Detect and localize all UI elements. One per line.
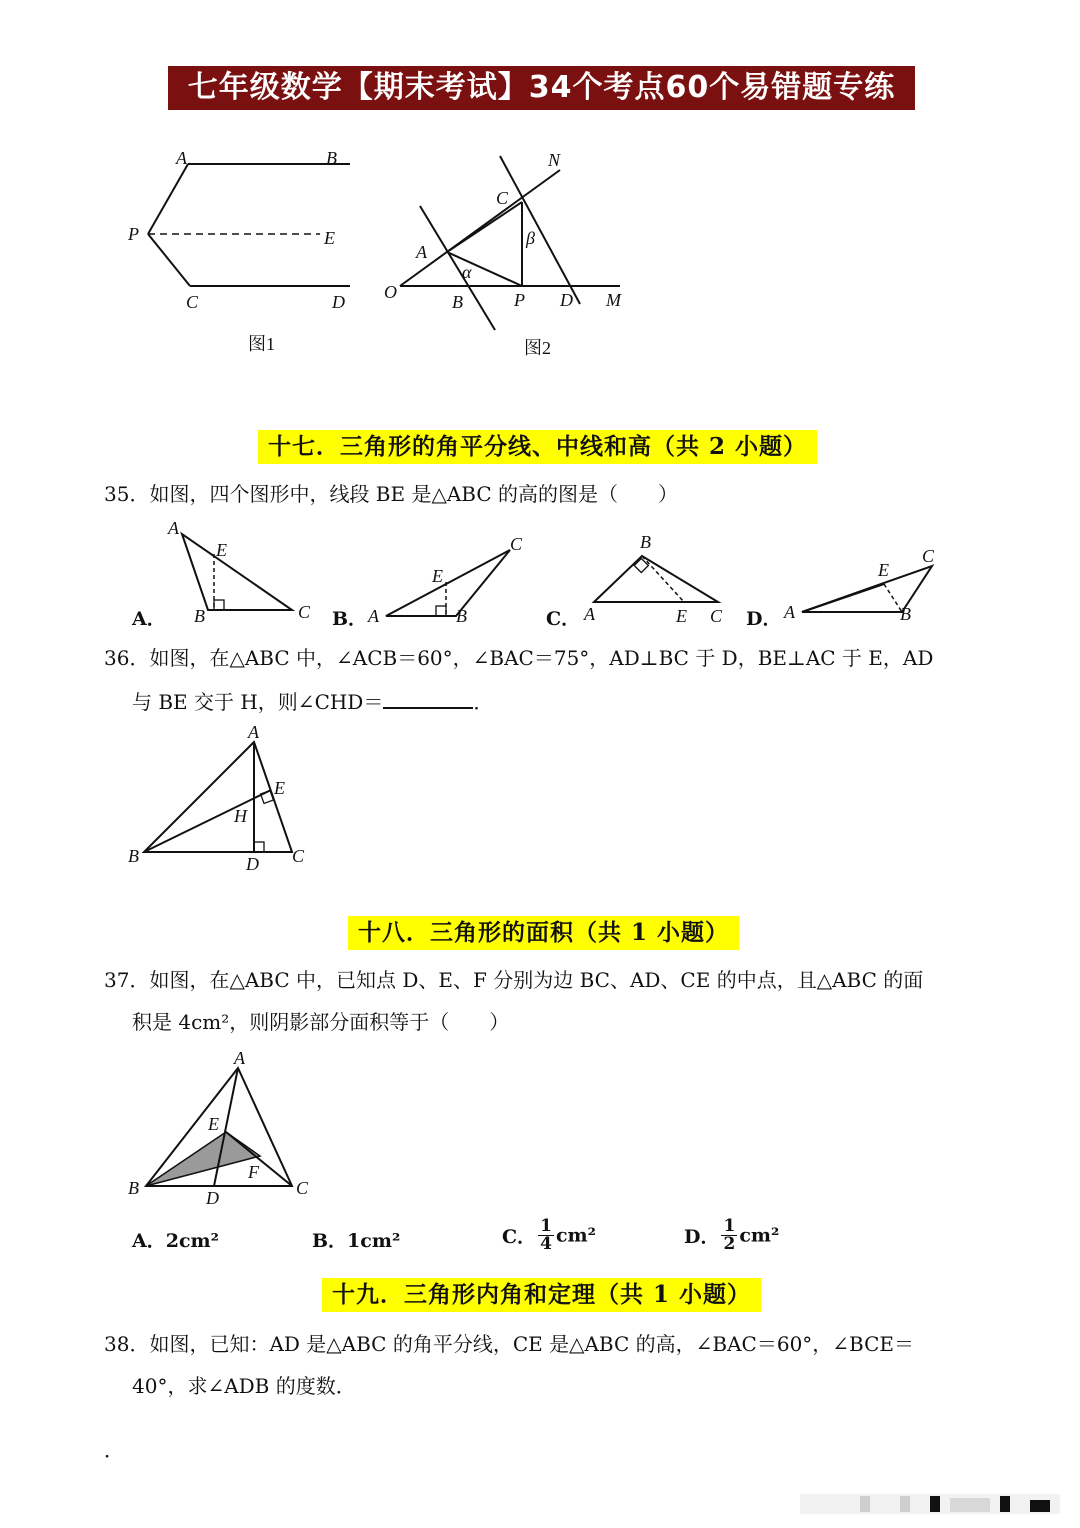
q36-line1: 36．如图，在△ABC 中，∠ACB＝60°，∠BAC＝75°，AD⊥BC 于 D，BE⊥AC 于 E，AD — [104, 646, 934, 670]
q35a-label-E: E — [216, 540, 227, 560]
q35b-label-B: B — [456, 606, 467, 626]
q35-figure-A — [160, 520, 320, 630]
q35d-label-C: C — [922, 546, 935, 566]
q35c-label-A: A — [584, 604, 595, 624]
q37-option-C-den: 4 — [540, 1234, 552, 1254]
fig2-label-N: N — [548, 150, 561, 170]
fig2-label-beta: β — [526, 228, 535, 248]
q37-label-E: E — [208, 1114, 219, 1134]
q37-line1: 37．如图，在△ABC 中，已知点 D、E、F 分别为边 BC、AD、CE 的中点，且△ABC 的面 — [104, 968, 924, 992]
fig2-label-D: D — [560, 290, 573, 310]
q35d-label-E: E — [878, 560, 889, 580]
figure-2 — [380, 148, 640, 368]
q35b-label-C: C — [510, 534, 523, 554]
q38-line1: 38．如图，已知：AD 是△ABC 的角平分线，CE 是△ABC 的高，∠BAC＝60°，∠BCE＝ — [104, 1332, 915, 1356]
section-18-heading: 十八．三角形的面积（共 1 小题） — [348, 916, 739, 950]
q35-option-A: A． — [132, 608, 166, 630]
q36-figure — [120, 724, 320, 884]
q37-label-D: D — [206, 1188, 219, 1208]
q37-option-D-fraction — [721, 1218, 737, 1253]
q35-option-B: B． — [332, 608, 368, 630]
q36-label-C: C — [292, 846, 305, 866]
q35d-label-A: A — [784, 602, 795, 622]
q37-label-B: B — [128, 1178, 139, 1198]
q35-option-C: C． — [546, 608, 581, 630]
q35-figure-D — [780, 540, 950, 630]
fig2-label-P: P — [514, 290, 525, 310]
page-banner: 七年级数学【期末考试】34个考点60个易错题专练 — [168, 66, 915, 110]
fig1-label-D: D — [332, 292, 345, 312]
q35b-label-E: E — [432, 566, 443, 586]
q37-option-C-num: 1 — [540, 1216, 552, 1236]
q35a-label-C: C — [298, 602, 311, 622]
fig2-label-A: A — [416, 242, 427, 262]
fig2-label-alpha: α — [462, 262, 472, 282]
q37-option-D-num: 1 — [723, 1216, 736, 1236]
q37-option-D-label: D． — [684, 1226, 720, 1248]
fig1-label-C: C — [186, 292, 199, 312]
fig1-label-A: A — [176, 148, 187, 168]
q35-figure-B — [360, 530, 540, 630]
q36-label-H: H — [234, 806, 247, 826]
q37-option-C — [502, 1218, 596, 1253]
q36-label-D: D — [246, 854, 259, 874]
q37-label-F: F — [248, 1162, 259, 1182]
q37-line2: 积是 4cm²，则阴影部分面积等于（ ） — [132, 1010, 510, 1034]
fig1-caption: 图1 — [248, 334, 275, 354]
q35-figure-C — [580, 530, 730, 630]
q35a-label-A: A — [168, 520, 179, 538]
q35a-label-B: B — [194, 606, 205, 626]
q37-option-D — [684, 1218, 779, 1253]
section-17-heading: 十七．三角形的角平分线、中线和高（共 2 小题） — [258, 430, 817, 464]
q37-option-D-den: 2 — [723, 1234, 736, 1254]
trailing-dot: ． — [104, 1438, 124, 1462]
q37-label-C: C — [296, 1178, 309, 1198]
fig2-label-C: C — [496, 188, 509, 208]
fig2-label-O: O — [384, 282, 397, 302]
q36-line2 — [132, 688, 493, 716]
q37-option-C-fraction — [538, 1218, 554, 1253]
q35b-label-A: A — [368, 606, 379, 626]
q37-option-A: A．2cm² — [132, 1230, 219, 1252]
q37-option-B: B．1cm² — [312, 1230, 401, 1252]
q36-label-B: B — [128, 846, 139, 866]
q35c-label-B: B — [640, 532, 651, 552]
q38-line2: 40°，求∠ADB 的度数． — [132, 1374, 356, 1398]
q37-figure — [120, 1044, 320, 1214]
q36-answer-blank[interactable] — [383, 689, 473, 709]
fig1-label-B: B — [326, 148, 337, 168]
fig1-label-E: E — [324, 228, 335, 248]
q37-option-C-label: C． — [502, 1226, 537, 1248]
q36-label-A: A — [248, 724, 259, 742]
q35d-label-B: B — [900, 604, 911, 624]
q37-label-A: A — [234, 1048, 245, 1068]
fig2-label-M: M — [606, 290, 621, 310]
fig1-label-P: P — [128, 224, 139, 244]
q35-option-D: D． — [746, 608, 782, 630]
fig2-label-B: B — [452, 292, 463, 312]
bottom-scrollbar[interactable] — [800, 1490, 1060, 1520]
q37-option-C-unit: cm² — [555, 1224, 596, 1247]
section-19-heading: 十九．三角形内角和定理（共 1 小题） — [322, 1278, 761, 1312]
q37-option-D-unit: cm² — [739, 1224, 780, 1247]
figure-1 — [120, 140, 370, 360]
q36-line2-end: ． — [473, 690, 494, 714]
q35-text: 35．如图，四个图形中，线段 BE 是△ABC 的高的图是（ ） — [104, 482, 679, 506]
q35c-label-E: E — [676, 606, 687, 626]
q36-label-E: E — [274, 778, 285, 798]
fig2-caption: 图2 — [524, 338, 551, 358]
q35c-label-C: C — [710, 606, 723, 626]
q36-line2-text: 与 BE 交于 H，则∠CHD＝ — [132, 690, 384, 714]
